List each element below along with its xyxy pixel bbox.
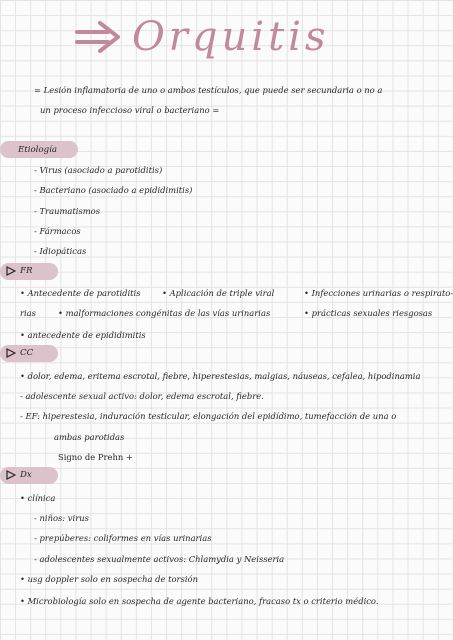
fr-item: • prácticas sexuales riesgosas <box>304 308 433 318</box>
definition-line-1: = Lesión inflamatoria de uno o ambos testículos, que puede ser secundaria o no a <box>34 85 383 95</box>
etiologia-item: - Virus (asociado a parotiditis) <box>34 165 163 175</box>
cc-line: ambas parotidas <box>54 432 125 442</box>
dx-line: - adolescentes sexualmente activos: Chlamydia y Neisseria <box>34 554 285 564</box>
etiologia-item: - Fármacos <box>34 226 81 236</box>
fr-item: • Infecciones urinarias o respirato- <box>304 288 453 298</box>
title-row <box>74 10 329 64</box>
cc-heading: CC <box>20 348 34 358</box>
cc-line: • dolor, edema, eritema escrotal, fiebre, hiperestesias, malgias, náuseas, cefalea, hipodinamia <box>20 371 421 381</box>
fr-item: • malformaciones congénitas de las vías urinarias <box>58 308 271 318</box>
cc-line: Signo de Prehn + <box>58 452 133 462</box>
double-arrow-right-icon <box>74 20 124 54</box>
dx-line: - niños: virus <box>34 513 89 523</box>
fr-item: • Antecedente de parotiditis <box>20 288 141 298</box>
etiologia-item: - Idiopáticas <box>34 246 87 256</box>
dx-line: - prepúberes: coliformes en vías urinarias <box>34 533 212 543</box>
fr-item: • Aplicación de triple viral <box>162 288 275 298</box>
dx-line: • Microbiología solo en sospecha de agente bacteriano, fracaso tx o criterio médico. <box>20 596 379 606</box>
dx-line: • usg doppler solo en sospecha de torsión <box>20 574 198 584</box>
cc-line: - EF: hiperestesia, induración testicular, elongación del epidídimo, tumefacción de una o <box>20 411 397 421</box>
fr-item: • antecedente de epididimitis <box>20 330 146 340</box>
fr-heading: FR <box>20 266 33 276</box>
cc-line: - adolescente sexual activo: dolor, edema escrotal, fiebre. <box>20 391 264 401</box>
page-title: Orquitis <box>132 14 330 60</box>
etiologia-item: - Bacteriano (asociado a epididimitis) <box>34 185 193 195</box>
triangle-right-icon <box>6 348 16 358</box>
triangle-right-icon <box>6 266 16 276</box>
dx-heading: Dx <box>20 470 32 480</box>
etiologia-heading: Etiología <box>18 145 57 155</box>
fr-item: rias <box>20 308 36 318</box>
dx-line: • clínica <box>20 493 56 503</box>
triangle-right-icon <box>6 470 16 480</box>
definition-line-2: un proceso infeccioso viral o bacteriano = <box>40 105 220 115</box>
etiologia-item: - Traumatismos <box>34 206 101 216</box>
